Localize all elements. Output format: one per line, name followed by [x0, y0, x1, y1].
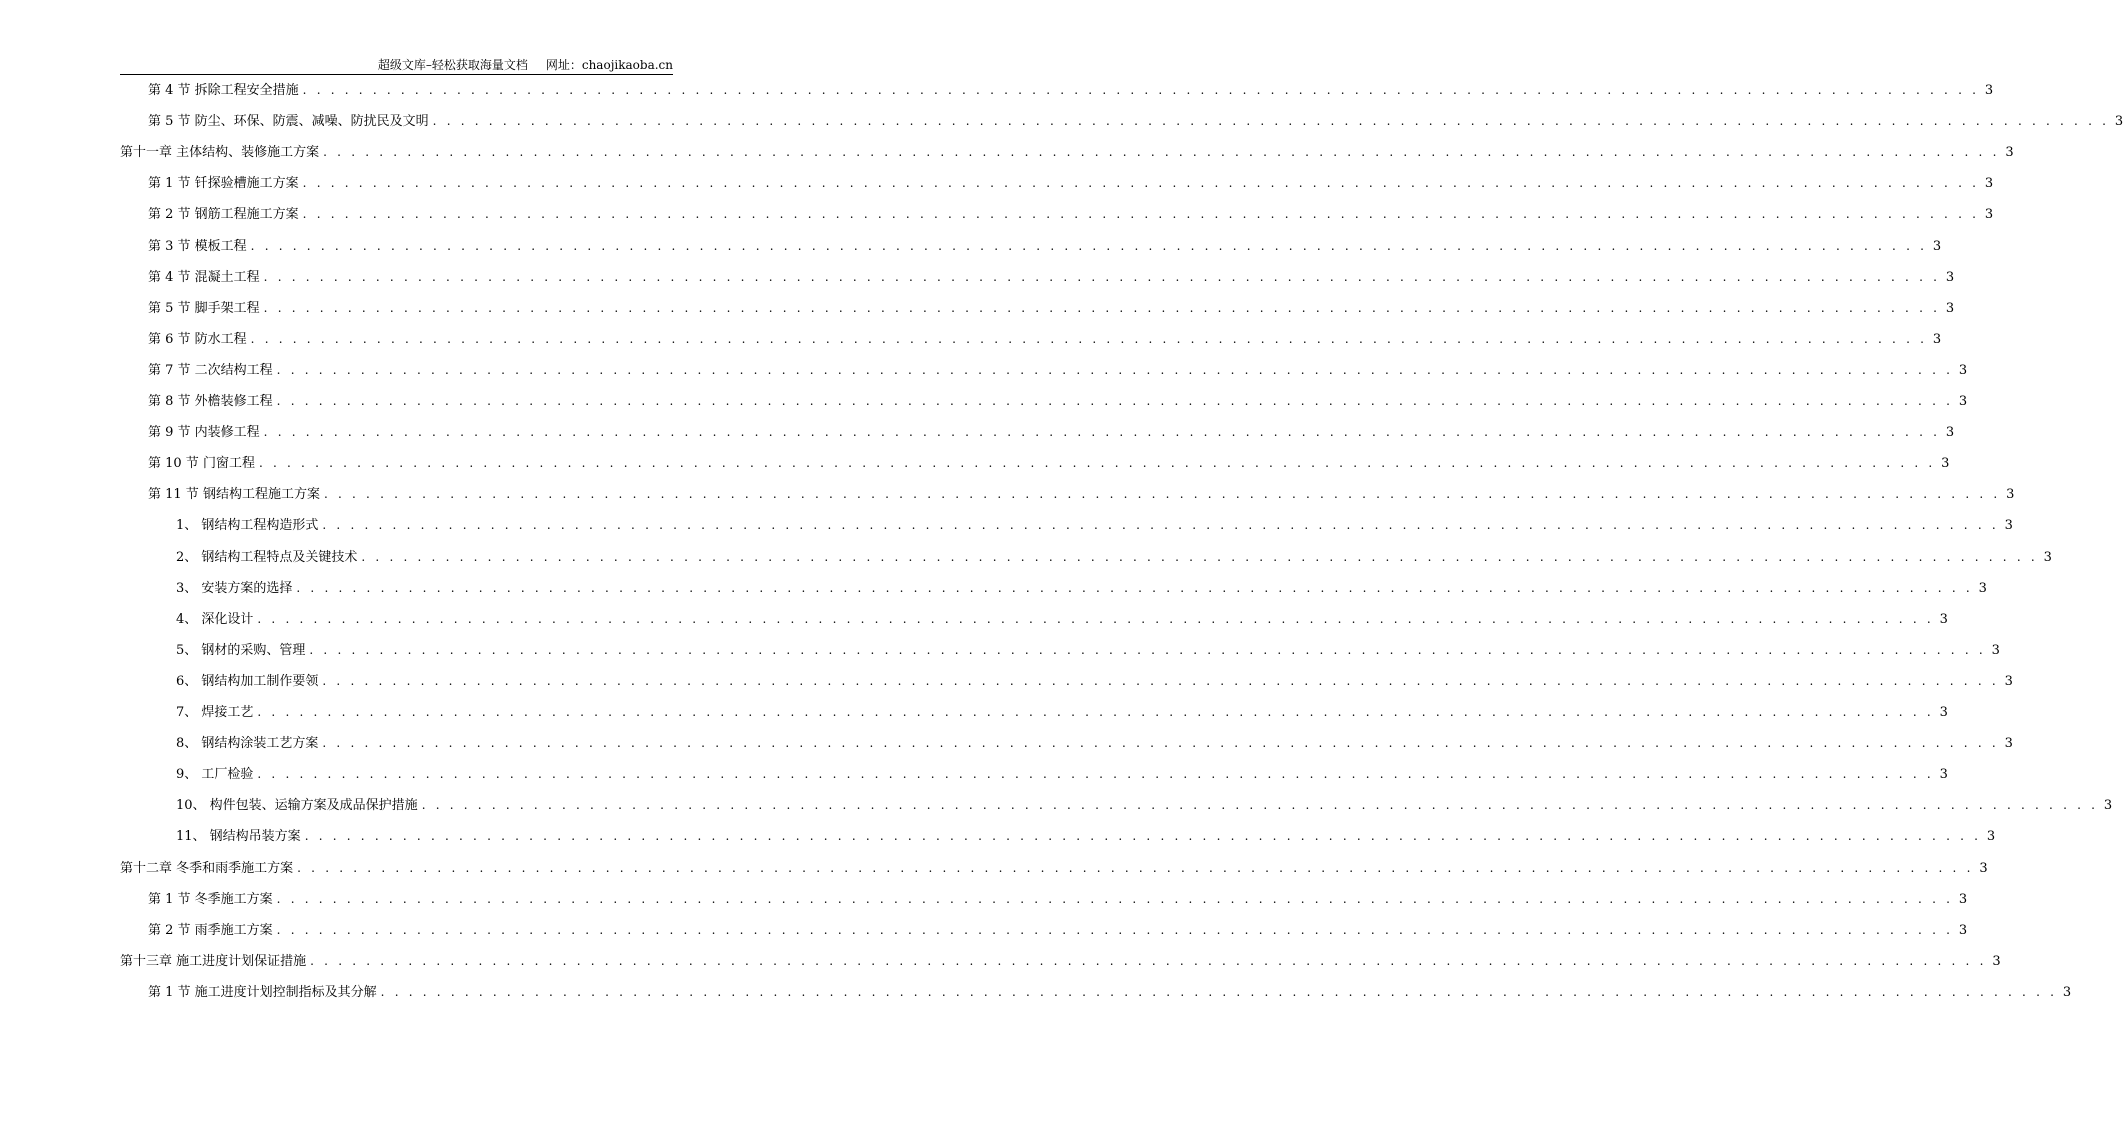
toc-entry-page-number: 3: [2004, 736, 2013, 752]
toc-entry-page-number: 3: [2103, 798, 2113, 814]
toc-dot-leader: . . . . . . . . . . . . . . . . . . . . . . . . . . . . . . . . . . . . . . . . . . . . . . . . . . . . . . . . . . . . . . . . . . . . . . . . . . . . . . . . . . . . . . . . . . . . . . . . . . . . . . . . . . . . . . . . . . . . . . . .: [421, 798, 2099, 813]
toc-dot-leader: . . . . . . . . . . . . . . . . . . . . . . . . . . . . . . . . . . . . . . . . . . . . . . . . . . . . . . . . . . . . . . . . . . . . . . . . . . . . . . . . . . . . . . . . . . . . . . . . . . . . . . . . . . . . . . . . . . . . . . . .: [323, 145, 2000, 160]
toc-dot-leader: . . . . . . . . . . . . . . . . . . . . . . . . . . . . . . . . . . . . . . . . . . . . . . . . . . . . . . . . . . . . . . . . . . . . . . . . . . . . . . . . . . . . . . . . . . . . . . . . . . . . . . . . . . . . . . . . . . . . . . . .: [250, 238, 1928, 253]
toc-entry-title: 4、 深化设计: [176, 611, 254, 627]
toc-dot-leader: . . . . . . . . . . . . . . . . . . . . . . . . . . . . . . . . . . . . . . . . . . . . . . . . . . . . . . . . . . . . . . . . . . . . . . . . . . . . . . . . . . . . . . . . . . . . . . . . . . . . . . . . . . . . . . . . . . . . . . . .: [302, 176, 1980, 191]
toc-entry-title: 9、 工厂检验: [176, 767, 254, 783]
toc-dot-leader: . . . . . . . . . . . . . . . . . . . . . . . . . . . . . . . . . . . . . . . . . . . . . . . . . . . . . . . . . . . . . . . . . . . . . . . . . . . . . . . . . . . . . . . . . . . . . . . . . . . . . . . . . . . . . . . . . . . . . . . .: [257, 611, 1934, 626]
toc-entry-page-number: 3: [2062, 984, 2072, 1000]
toc-entry-page-number: 3: [1939, 767, 1948, 783]
toc-dot-leader: . . . . . . . . . . . . . . . . . . . . . . . . . . . . . . . . . . . . . . . . . . . . . . . . . . . . . . . . . . . . . . . . . . . . . . . . . . . . . . . . . . . . . . . . . . . . . . . . . . . . . . . . . . . . . . . . . . . . . . . .: [258, 456, 1936, 471]
toc-entry[interactable]: [148, 267, 1955, 287]
toc-dot-leader: . . . . . . . . . . . . . . . . . . . . . . . . . . . . . . . . . . . . . . . . . . . . . . . . . . . . . . . . . . . . . . . . . . . . . . . . . . . . . . . . . . . . . . . . . . . . . . . . . . . . . . . . . . . . . . . . . . . . . . . .: [323, 487, 2001, 502]
toc-dot-leader: . . . . . . . . . . . . . . . . . . . . . . . . . . . . . . . . . . . . . . . . . . . . . . . . . . . . . . . . . . . . . . . . . . . . . . . . . . . . . . . . . . . . . . . . . . . . . . . . . . . . . . . . . . . . . . . . . . . . . . . .: [263, 425, 1941, 440]
toc-dot-leader: . . . . . . . . . . . . . . . . . . . . . . . . . . . . . . . . . . . . . . . . . . . . . . . . . . . . . . . . . . . . . . . . . . . . . . . . . . . . . . . . . . . . . . . . . . . . . . . . . . . . . . . . . . . . . . . . . . . . . . . .: [276, 891, 1954, 906]
toc-entry-title: 第十一章 主体结构、装修施工方案: [120, 145, 320, 161]
toc-entry-title: 第 6 节 防水工程: [148, 331, 247, 347]
toc-entry-title: 第 1 节 冬季施工方案: [148, 891, 273, 907]
toc-entry-title: 第 4 节 混凝土工程: [148, 269, 260, 285]
toc-entry-page-number: 3: [2004, 518, 2013, 534]
toc-entry-title: 第 10 节 门窗工程: [148, 456, 255, 472]
toc-dot-leader: . . . . . . . . . . . . . . . . . . . . . . . . . . . . . . . . . . . . . . . . . . . . . . . . . . . . . . . . . . . . . . . . . . . . . . . . . . . . . . . . . . . . . . . . . . . . . . . . . . . . . . . . . . . . . . . . . . . . . . . .: [432, 114, 2110, 129]
toc-entry[interactable]: [120, 951, 2001, 971]
toc-entry-page-number: 3: [1945, 300, 1955, 316]
toc-entry-page-number: 3: [1984, 83, 1994, 98]
toc-entry-title: 第 3 节 模板工程: [148, 238, 247, 254]
toc-dot-leader: . . . . . . . . . . . . . . . . . . . . . . . . . . . . . . . . . . . . . . . . . . . . . . . . . . . . . . . . . . . . . . . . . . . . . . . . . . . . . . . . . . . . . . . . . . . . . . . . . . . . . . . . . . . . . . . . . . . . . . . .: [257, 767, 1934, 782]
toc-entry[interactable]: [148, 391, 1968, 411]
toc-entry-page-number: 3: [1958, 922, 1968, 938]
toc-entry-page-number: 3: [2004, 673, 2013, 689]
toc-entry[interactable]: [148, 453, 1950, 473]
toc-dot-leader: . . . . . . . . . . . . . . . . . . . . . . . . . . . . . . . . . . . . . . . . . . . . . . . . . . . . . . . . . . . . . . . . . . . . . . . . . . . . . . . . . . . . . . . . . . . . . . . . . . . . . . . . . . . . . . . . . . . . . . . .: [380, 984, 2058, 999]
toc-entry[interactable]: [176, 515, 2013, 535]
toc-dot-leader: . . . . . . . . . . . . . . . . . . . . . . . . . . . . . . . . . . . . . . . . . . . . . . . . . . . . . . . . . . . . . . . . . . . . . . . . . . . . . . . . . . . . . . . . . . . . . . . . . . . . . . . . . . . . . . . . . . . . . . . .: [296, 580, 1973, 595]
toc-entry[interactable]: [176, 764, 1948, 784]
toc-entry[interactable]: [148, 920, 1968, 940]
toc-entry[interactable]: [176, 826, 1996, 846]
toc-entry[interactable]: [176, 702, 1948, 722]
toc-entry-page-number: 3: [1932, 238, 1942, 254]
toc-entry[interactable]: [176, 733, 2013, 753]
toc-dot-leader: . . . . . . . . . . . . . . . . . . . . . . . . . . . . . . . . . . . . . . . . . . . . . . . . . . . . . . . . . . . . . . . . . . . . . . . . . . . . . . . . . . . . . . . . . . . . . . . . . . . . . . . . . . . . . . . . . . . . . . . .: [322, 736, 1999, 751]
toc-entry-title: 第 1 节 钎探验槽施工方案: [148, 176, 299, 192]
toc-entry[interactable]: [148, 236, 1942, 256]
toc-dot-leader: . . . . . . . . . . . . . . . . . . . . . . . . . . . . . . . . . . . . . . . . . . . . . . . . . . . . . . . . . . . . . . . . . . . . . . . . . . . . . . . . . . . . . . . . . . . . . . . . . . . . . . . . . . . . . . . . . . . . . . . .: [276, 922, 1954, 937]
toc-entry-page-number: 3: [1991, 642, 2000, 658]
toc-entry-title: 11、 钢结构吊装方案: [176, 829, 301, 845]
toc-entry-page-number: 3: [2005, 145, 2014, 161]
toc-entry-page-number: 3: [1945, 425, 1955, 441]
header-site-name: 超级文库–轻松获取海量文档: [377, 58, 528, 72]
toc-dot-leader: . . . . . . . . . . . . . . . . . . . . . . . . . . . . . . . . . . . . . . . . . . . . . . . . . . . . . . . . . . . . . . . . . . . . . . . . . . . . . . . . . . . . . . . . . . . . . . . . . . . . . . . . . . . . . . . . . . . . . . . .: [276, 394, 1954, 408]
toc-entry-page-number: 3: [1958, 362, 1968, 378]
toc-entry-title: 10、 构件包装、运输方案及成品保护措施: [176, 798, 418, 814]
toc-dot-leader: . . . . . . . . . . . . . . . . . . . . . . . . . . . . . . . . . . . . . . . . . . . . . . . . . . . . . . . . . . . . . . . . . . . . . . . . . . . . . . . . . . . . . . . . . . . . . . . . . . . . . . . . . . . . . . . . . . . . . . . .: [302, 83, 1980, 97]
toc-entry[interactable]: [176, 609, 1948, 629]
toc-entry-page-number: 3: [1958, 394, 1968, 409]
toc-entry[interactable]: [148, 204, 1994, 224]
toc-entry-page-number: 3: [1992, 953, 2001, 969]
toc-dot-leader: . . . . . . . . . . . . . . . . . . . . . . . . . . . . . . . . . . . . . . . . . . . . . . . . . . . . . . . . . . . . . . . . . . . . . . . . . . . . . . . . . . . . . . . . . . . . . . . . . . . . . . . . . . . . . . . . . . . . . . . .: [257, 705, 1934, 719]
toc-entry[interactable]: [176, 671, 2013, 691]
toc-entry[interactable]: [148, 298, 1955, 318]
toc-entry-page-number: 3: [2043, 549, 2052, 565]
toc-entry-title: 8、 钢结构涂装工艺方案: [176, 736, 319, 752]
toc-dot-leader: . . . . . . . . . . . . . . . . . . . . . . . . . . . . . . . . . . . . . . . . . . . . . . . . . . . . . . . . . . . . . . . . . . . . . . . . . . . . . . . . . . . . . . . . . . . . . . . . . . . . . . . . . . . . . . . . . . . . . . . .: [297, 860, 1974, 875]
toc-entry-title: 2、 钢结构工程特点及关键技术: [176, 549, 358, 565]
toc-entry[interactable]: [176, 640, 2000, 660]
toc-dot-leader: . . . . . . . . . . . . . . . . . . . . . . . . . . . . . . . . . . . . . . . . . . . . . . . . . . . . . . . . . . . . . . . . . . . . . . . . . . . . . . . . . . . . . . . . . . . . . . . . . . . . . . . . . . . . . . . . . . . . . . . .: [322, 518, 1999, 533]
toc-dot-leader: . . . . . . . . . . . . . . . . . . . . . . . . . . . . . . . . . . . . . . . . . . . . . . . . . . . . . . . . . . . . . . . . . . . . . . . . . . . . . . . . . . . . . . . . . . . . . . . . . . . . . . . . . . . . . . . . . . . . . . . .: [250, 331, 1928, 346]
toc-dot-leader: . . . . . . . . . . . . . . . . . . . . . . . . . . . . . . . . . . . . . . . . . . . . . . . . . . . . . . . . . . . . . . . . . . . . . . . . . . . . . . . . . . . . . . . . . . . . . . . . . . . . . . . . . . . . . . . . . . . . . . . .: [302, 207, 1980, 222]
toc-dot-leader: . . . . . . . . . . . . . . . . . . . . . . . . . . . . . . . . . . . . . . . . . . . . . . . . . . . . . . . . . . . . . . . . . . . . . . . . . . . . . . . . . . . . . . . . . . . . . . . . . . . . . . . . . . . . . . . . . . . . . . . .: [310, 953, 1987, 968]
toc-entry[interactable]: [148, 80, 1994, 100]
toc-entry-page-number: 3: [1939, 705, 1948, 720]
toc-entry-page-number: 3: [1932, 331, 1942, 347]
toc-entry[interactable]: [148, 173, 1994, 193]
toc-entry-page-number: 3: [1978, 580, 1987, 596]
toc-entry-title: 第 5 节 脚手架工程: [148, 300, 260, 316]
toc-entry-title: 1、 钢结构工程构造形式: [176, 518, 319, 534]
toc-entry-page-number: 3: [1984, 176, 1994, 192]
toc-entry[interactable]: [148, 982, 2072, 1002]
page-header: [120, 56, 673, 75]
toc-entry-title: 第 4 节 拆除工程安全措施: [148, 83, 299, 98]
toc-entry-page-number: 3: [1958, 891, 1968, 907]
toc-entry-title: 第十三章 施工进度计划保证措施: [120, 953, 307, 969]
toc-entry-title: 第 8 节 外檐装修工程: [148, 394, 273, 409]
toc-entry[interactable]: [148, 329, 1942, 349]
toc-entry[interactable]: [148, 360, 1968, 380]
toc-entry-title: 第 2 节 雨季施工方案: [148, 922, 273, 938]
toc-entry-page-number: 3: [2006, 487, 2015, 503]
toc-dot-leader: . . . . . . . . . . . . . . . . . . . . . . . . . . . . . . . . . . . . . . . . . . . . . . . . . . . . . . . . . . . . . . . . . . . . . . . . . . . . . . . . . . . . . . . . . . . . . . . . . . . . . . . . . . . . . . . . . . . . . . . .: [361, 549, 2038, 564]
toc-dot-leader: . . . . . . . . . . . . . . . . . . . . . . . . . . . . . . . . . . . . . . . . . . . . . . . . . . . . . . . . . . . . . . . . . . . . . . . . . . . . . . . . . . . . . . . . . . . . . . . . . . . . . . . . . . . . . . . . . . . . . . . .: [309, 642, 1986, 657]
toc-entry-page-number: 3: [1979, 860, 1988, 876]
toc-entry-title: 第 7 节 二次结构工程: [148, 362, 273, 378]
toc-dot-leader: . . . . . . . . . . . . . . . . . . . . . . . . . . . . . . . . . . . . . . . . . . . . . . . . . . . . . . . . . . . . . . . . . . . . . . . . . . . . . . . . . . . . . . . . . . . . . . . . . . . . . . . . . . . . . . . . . . . . . . . .: [322, 673, 1999, 688]
toc-entry-title: 第 2 节 钢筋工程施工方案: [148, 207, 299, 223]
toc-entry-title: 第十二章 冬季和雨季施工方案: [120, 860, 294, 876]
toc-entry[interactable]: [148, 422, 1955, 442]
toc-entry-title: 7、 焊接工艺: [176, 705, 254, 720]
toc-entry[interactable]: [120, 142, 2014, 162]
toc-entry[interactable]: [148, 484, 2015, 504]
toc-entry[interactable]: [176, 795, 2113, 815]
toc-entry-title: 6、 钢结构加工制作要领: [176, 673, 319, 689]
toc-entry-page-number: 3: [1945, 269, 1955, 285]
toc-dot-leader: . . . . . . . . . . . . . . . . . . . . . . . . . . . . . . . . . . . . . . . . . . . . . . . . . . . . . . . . . . . . . . . . . . . . . . . . . . . . . . . . . . . . . . . . . . . . . . . . . . . . . . . . . . . . . . . . . . . . . . . .: [304, 829, 1982, 844]
header-site-url: 网址：chaojikaoba.cn: [545, 58, 673, 72]
toc-entry-title: 第 9 节 内装修工程: [148, 425, 260, 441]
toc-entry-title: 3、 安装方案的选择: [176, 580, 293, 596]
toc-entry[interactable]: [148, 111, 2123, 131]
toc-dot-leader: . . . . . . . . . . . . . . . . . . . . . . . . . . . . . . . . . . . . . . . . . . . . . . . . . . . . . . . . . . . . . . . . . . . . . . . . . . . . . . . . . . . . . . . . . . . . . . . . . . . . . . . . . . . . . . . . . . . . . . . .: [263, 269, 1941, 284]
toc-entry-title: 第 11 节 钢结构工程施工方案: [148, 487, 320, 503]
toc-entry[interactable]: [120, 858, 1988, 878]
toc-entry-page-number: 3: [2114, 114, 2123, 130]
toc-entry-title: 5、 钢材的采购、管理: [176, 642, 306, 658]
toc-dot-leader: . . . . . . . . . . . . . . . . . . . . . . . . . . . . . . . . . . . . . . . . . . . . . . . . . . . . . . . . . . . . . . . . . . . . . . . . . . . . . . . . . . . . . . . . . . . . . . . . . . . . . . . . . . . . . . . . . . . . . . . .: [263, 300, 1941, 315]
toc-entry-page-number: 3: [1986, 829, 1996, 845]
toc-entry-page-number: 3: [1984, 207, 1994, 223]
toc-entry[interactable]: [148, 889, 1968, 909]
toc-entry-title: 第 1 节 施工进度计划控制指标及其分解: [148, 984, 377, 1000]
toc-entry-page-number: 3: [1941, 456, 1950, 472]
header-text: [378, 58, 673, 72]
toc-dot-leader: . . . . . . . . . . . . . . . . . . . . . . . . . . . . . . . . . . . . . . . . . . . . . . . . . . . . . . . . . . . . . . . . . . . . . . . . . . . . . . . . . . . . . . . . . . . . . . . . . . . . . . . . . . . . . . . . . . . . . . . .: [276, 362, 1954, 377]
toc-entry-title: 第 5 节 防尘、环保、防震、减噪、防扰民及文明: [148, 114, 429, 130]
toc-entry[interactable]: [176, 547, 2052, 567]
toc-entry-page-number: 3: [1939, 611, 1948, 627]
toc-entry[interactable]: [176, 578, 1987, 598]
